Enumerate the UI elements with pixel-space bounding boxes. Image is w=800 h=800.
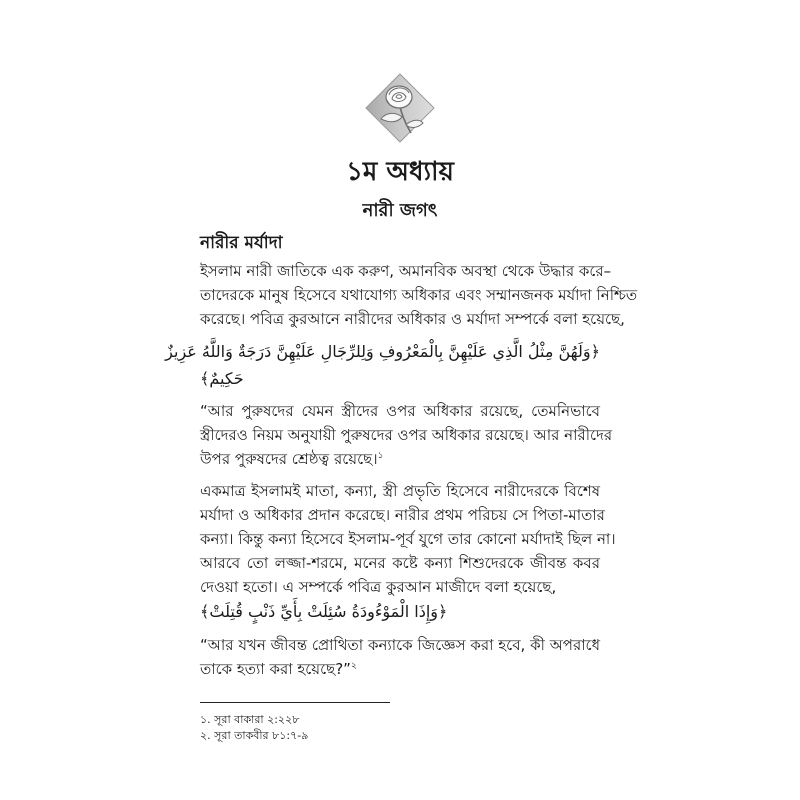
text-line: করেছে। পবিত্র কুরআনে নারীদের অধিকার ও মর্যাদা সম্পর্কে বলা হয়েছে, <box>200 310 625 328</box>
text-line-content: উপর পুরুষদের শ্রেষ্ঠত্ব রয়েছে। <box>200 450 378 468</box>
quran-verse-1 <box>165 338 600 392</box>
arabic-line: ﴿وَإِذَا الْمَوْءُودَةُ سُئِلَتْ بِأَيِّ ذَنْبٍ قُتِلَتْ﴾ <box>200 602 448 621</box>
verse-2-translation <box>200 633 600 681</box>
text-line: “আর পুরুষদের যেমন স্ত্রীদের ওপর অধিকার রয়েছে, তেমনিভাবে <box>200 402 600 420</box>
text-line <box>200 657 600 681</box>
verse-1-translation <box>200 399 613 471</box>
text-line: একমাত্র ইসলামই মাতা, কন্যা, স্ত্রী প্রভৃতি হিসেবে নারীদেরকে বিশেষ <box>200 482 600 500</box>
intro-paragraph <box>200 259 638 331</box>
rose-ornament <box>365 73 435 143</box>
history-paragraph <box>200 479 616 599</box>
text-line-content: তাকে হত্যা করা হয়েছে?” <box>200 660 351 678</box>
rose-bloom <box>386 86 412 108</box>
footnote-ref: ২ <box>350 661 357 671</box>
quran-verse-2 <box>200 598 600 625</box>
text-line: আরবে তো লজ্জা-শরমে, মনের কষ্টে কন্যা শিশুদেরকে জীবন্ত কবর <box>200 554 600 572</box>
footnote-divider <box>200 702 390 703</box>
footnote: ২. সূরা তাকবীর ৮১:৭-৯ <box>200 729 309 742</box>
footnotes <box>200 712 600 744</box>
chapter-title: ১ম অধ্যায় <box>346 157 454 187</box>
arabic-line: ﴿وَلَهُنَّ مِثْلُ الَّذِي عَلَيْهِنَّ بِالْمَعْرُوفِ وَلِلرِّجَالِ عَلَيْهِنَّ دَرَجَةٌ وَاللَّهُ عَزِيزٌ <box>165 342 600 361</box>
text-line: স্ত্রীদেরও নিয়ম অনুযায়ী পুরুষদের ওপর অধিকার রয়েছে। আর নারীদের <box>200 426 613 444</box>
section-heading: নারীর মর্যাদা <box>200 233 283 253</box>
text-line: দেওয়া হতো। এ সম্পর্কে পবিত্র কুরআন মাজীদে বলা হয়েছে, <box>200 578 557 596</box>
text-line: তাদেরকে মানুষ হিসেবে যথাযোগ্য অধিকার এবং সম্মানজনক মর্যাদা নিশ্চিত <box>200 286 638 304</box>
text-line: মর্যাদা ও অধিকার প্রদান করেছে। নারীর প্রথম পরিচয় সে পিতা-মাতার <box>200 506 605 524</box>
arabic-line: حَكِيمٌ﴾ <box>200 369 244 388</box>
footnote: ১. সূরা বাকারা ২:২২৮ <box>200 713 300 726</box>
text-line: ইসলাম নারী জাতিকে এক করুণ, অমানবিক অবস্থা থেকে উদ্ধার করে– <box>200 262 612 280</box>
text-line: কন্যা। কিন্তু কন্যা হিসেবে ইসলাম-পূর্ব যুগে তার কোনো মর্যাদাই ছিল না। <box>200 530 616 548</box>
chapter-subtitle: নারী জগৎ <box>362 200 438 221</box>
rose-diamond-icon <box>365 73 435 143</box>
text-line: “আর যখন জীবন্ত প্রোথিতা কন্যাকে জিজ্ঞেস করা হবে, কী অপরাধে <box>200 636 600 654</box>
text-line <box>200 447 600 471</box>
footnote-ref: ১ <box>377 451 384 461</box>
